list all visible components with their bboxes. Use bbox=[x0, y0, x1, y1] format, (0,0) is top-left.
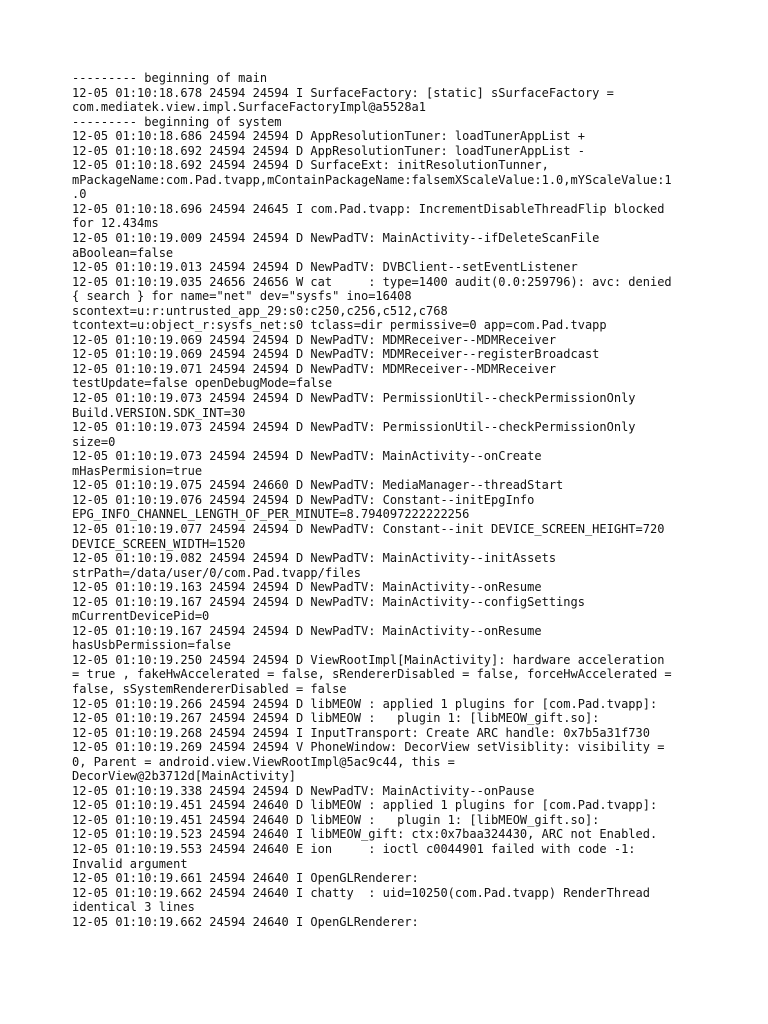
log-body bbox=[72, 71, 702, 929]
log-line: mPackageName:com.Pad.tvapp,mContainPackageName:falsemXScaleValue:1.0,mYScaleValue:1 bbox=[72, 172, 672, 187]
log-line: mHasPermision=true bbox=[72, 463, 203, 478]
log-line: 12-05 01:10:19.268 24594 24594 I InputTransport: Create ARC handle: 0x7b5a31f730 bbox=[72, 725, 650, 740]
log-line: .0 bbox=[72, 187, 87, 202]
log-line: 12-05 01:10:19.069 24594 24594 D NewPadTV: MDMReceiver--MDMReceiver bbox=[72, 332, 557, 347]
log-line: 12-05 01:10:19.009 24594 24594 D NewPadTV: MainActivity--ifDeleteScanFile bbox=[72, 231, 600, 246]
log-line: Build.VERSION.SDK_INT=30 bbox=[72, 405, 246, 420]
log-line: tcontext=u:object_r:sysfs_net:s0 tclass=dir permissive=0 app=com.Pad.tvapp bbox=[72, 318, 607, 333]
log-line: 12-05 01:10:19.266 24594 24594 D libMEOW : applied 1 plugins for [com.Pad.tvapp]: bbox=[72, 696, 658, 711]
log-line: --------- beginning of main bbox=[72, 71, 268, 85]
log-line: 12-05 01:10:19.267 24594 24594 D libMEOW : plugin 1: [libMEOW_gift.so]: bbox=[72, 711, 600, 726]
log-line: DEVICE_SCREEN_WIDTH=1520 bbox=[72, 536, 246, 551]
log-line: 12-05 01:10:19.662 24594 24640 I OpenGLRenderer: bbox=[72, 914, 419, 929]
log-line: 12-05 01:10:19.167 24594 24594 D NewPadTV: MainActivity--onResume bbox=[72, 623, 542, 638]
log-line: 12-05 01:10:19.073 24594 24594 D NewPadTV: PermissionUtil--checkPermissionOnly bbox=[72, 391, 636, 406]
log-line: 12-05 01:10:19.073 24594 24594 D NewPadTV: PermissionUtil--checkPermissionOnly bbox=[72, 420, 636, 435]
log-line: false, sSystemRendererDisabled = false bbox=[72, 681, 347, 696]
log-line: 12-05 01:10:19.069 24594 24594 D NewPadTV: MDMReceiver--registerBroadcast bbox=[72, 347, 600, 362]
log-line: 12-05 01:10:19.082 24594 24594 D NewPadTV: MainActivity--initAssets bbox=[72, 551, 557, 566]
log-line: 12-05 01:10:19.338 24594 24594 D NewPadTV: MainActivity--onPause bbox=[72, 783, 535, 798]
log-line: mCurrentDevicePid=0 bbox=[72, 609, 210, 624]
log-line: 12-05 01:10:19.073 24594 24594 D NewPadTV: MainActivity--onCreate bbox=[72, 449, 542, 464]
log-line: 12-05 01:10:19.071 24594 24594 D NewPadTV: MDMReceiver--MDMReceiver bbox=[72, 361, 557, 376]
log-line: 12-05 01:10:19.451 24594 24640 D libMEOW : applied 1 plugins for [com.Pad.tvapp]: bbox=[72, 798, 658, 813]
log-line: aBoolean=false bbox=[72, 245, 174, 260]
log-line: com.mediatek.view.impl.SurfaceFactoryImpl@a5528a1 bbox=[72, 100, 427, 115]
log-line: testUpdate=false openDebugMode=false bbox=[72, 376, 333, 391]
log-line: { search } for name="net" dev="sysfs" ino=16408 bbox=[72, 289, 412, 304]
log-line: 12-05 01:10:19.167 24594 24594 D NewPadTV: MainActivity--configSettings bbox=[72, 594, 585, 609]
log-line: --------- beginning of system bbox=[72, 114, 282, 129]
log-line: 12-05 01:10:19.451 24594 24640 D libMEOW : plugin 1: [libMEOW_gift.so]: bbox=[72, 812, 600, 827]
log-line: EPG_INFO_CHANNEL_LENGTH_OF_PER_MINUTE=8.794097222222256 bbox=[72, 507, 470, 522]
log-line: 12-05 01:10:19.077 24594 24594 D NewPadTV: Constant--init DEVICE_SCREEN_HEIGHT=720 bbox=[72, 521, 665, 536]
log-line: 12-05 01:10:19.035 24656 24656 W cat : type=1400 audit(0.0:259796): avc: denied bbox=[72, 274, 672, 289]
log-line: 12-05 01:10:18.696 24594 24645 I com.Pad.tvapp: IncrementDisableThreadFlip blocked bbox=[72, 201, 665, 216]
log-line: 12-05 01:10:19.013 24594 24594 D NewPadTV: DVBClient--setEventListener bbox=[72, 260, 578, 275]
log-line: Invalid argument bbox=[72, 856, 188, 871]
log-line: 0, Parent = android.view.ViewRootImpl@5ac9c44, this = bbox=[72, 754, 455, 769]
log-line: 12-05 01:10:18.686 24594 24594 D AppResolutionTuner: loadTunerAppList + bbox=[72, 129, 585, 144]
log-line: size=0 bbox=[72, 434, 116, 449]
log-document bbox=[72, 71, 702, 929]
log-line: hasUsbPermission=false bbox=[72, 638, 231, 653]
log-line: identical 3 lines bbox=[72, 900, 195, 915]
log-line: 12-05 01:10:19.269 24594 24594 V PhoneWindow: DecorView setVisiblity: visibility = bbox=[72, 740, 665, 755]
log-line: for 12.434ms bbox=[72, 216, 159, 231]
log-line: 12-05 01:10:18.678 24594 24594 I SurfaceFactory: [static] sSurfaceFactory = bbox=[72, 85, 614, 100]
log-line: 12-05 01:10:19.553 24594 24640 E ion : ioctl c0044901 failed with code -1: bbox=[72, 841, 636, 856]
log-line: 12-05 01:10:19.523 24594 24640 I libMEOW_gift: ctx:0x7baa324430, ARC not Enabled. bbox=[72, 827, 658, 842]
log-line: 12-05 01:10:19.076 24594 24594 D NewPadTV: Constant--initEpgInfo bbox=[72, 492, 535, 507]
log-line: DecorView@2b3712d[MainActivity] bbox=[72, 769, 296, 784]
log-line: 12-05 01:10:19.661 24594 24640 I OpenGLRenderer: bbox=[72, 871, 419, 886]
log-line: 12-05 01:10:19.250 24594 24594 D ViewRootImpl[MainActivity]: hardware acceleration bbox=[72, 652, 665, 667]
log-line: strPath=/data/user/0/com.Pad.tvapp/files bbox=[72, 565, 361, 580]
log-line: 12-05 01:10:18.692 24594 24594 D AppResolutionTuner: loadTunerAppList - bbox=[72, 143, 585, 158]
log-line: 12-05 01:10:19.075 24594 24660 D NewPadTV: MediaManager--threadStart bbox=[72, 478, 564, 493]
log-line: scontext=u:r:untrusted_app_29:s0:c250,c256,c512,c768 bbox=[72, 303, 448, 318]
log-line: 12-05 01:10:19.163 24594 24594 D NewPadTV: MainActivity--onResume bbox=[72, 580, 542, 595]
log-line: = true , fakeHwAccelerated = false, sRendererDisabled = false, forceHwAccelerated = bbox=[72, 667, 672, 682]
log-line: 12-05 01:10:19.662 24594 24640 I chatty : uid=10250(com.Pad.tvapp) RenderThread bbox=[72, 885, 650, 900]
log-line: 12-05 01:10:18.692 24594 24594 D SurfaceExt: initResolutionTunner, bbox=[72, 158, 549, 173]
